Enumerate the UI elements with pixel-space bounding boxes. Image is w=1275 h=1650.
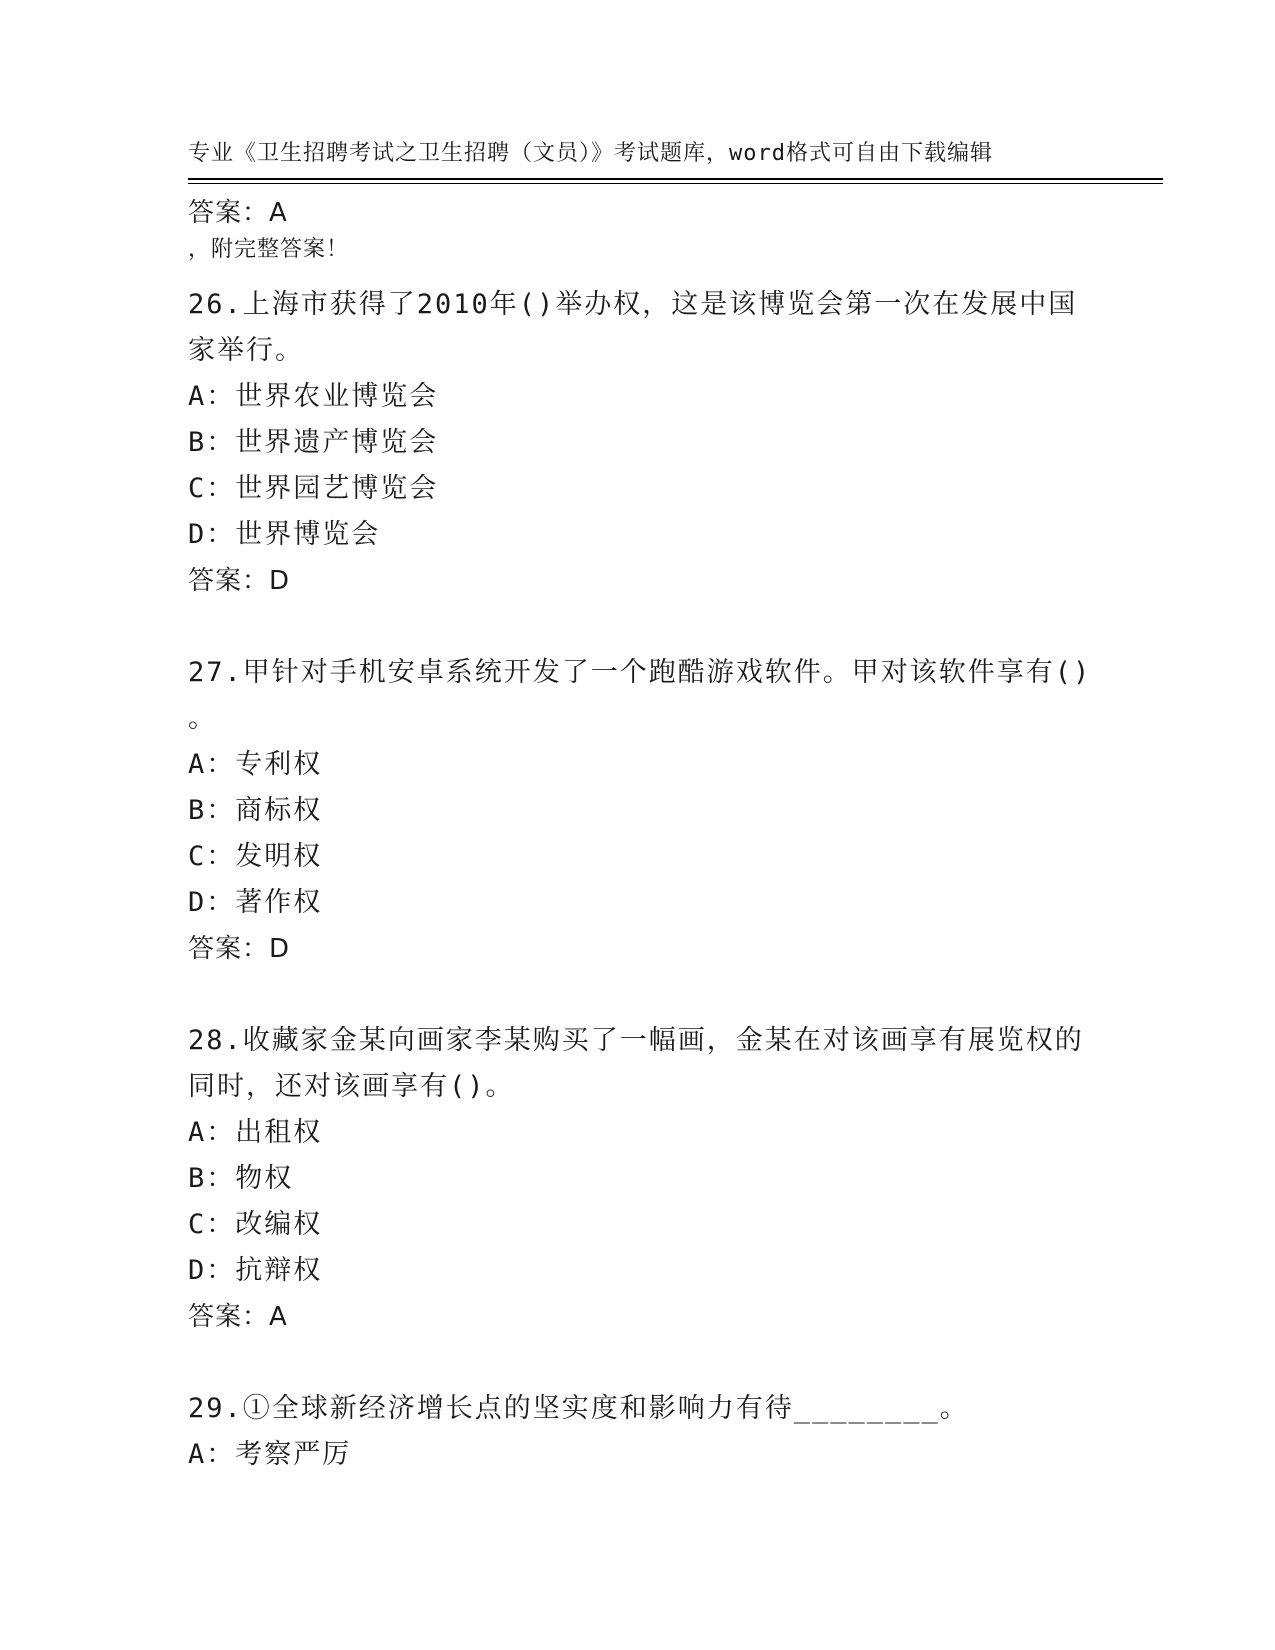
question-list [188,190,1108,1478]
option-b: B：世界遗产博览会 [188,427,439,458]
option-a: A：考察严厉 [188,1439,352,1470]
header-rule-thin [188,183,1163,184]
spacer [188,604,1108,650]
option-c: C：世界园艺博览会 [188,473,439,504]
question-text-continued: 家举行。 [188,335,304,366]
question-text-continued: 。 [188,703,217,734]
question-27 [188,650,1108,972]
option-a: A：世界农业博览会 [188,381,439,412]
question-26 [188,282,1108,604]
header-rule-thick [188,178,1163,180]
answer-label: 答案：D [188,566,291,596]
question-text: 29.①全球新经济增长点的坚实度和影响力有待________。 [188,1393,969,1424]
option-c: C：改编权 [188,1209,323,1240]
question-text: 27.甲针对手机安卓系统开发了一个跑酷游戏软件。甲对该软件享有() [188,657,1092,688]
answer-label: 答案：A [188,1302,288,1332]
question-text: 26.上海市获得了2010年()举办权，这是该博览会第一次在发展中国 [188,289,1078,320]
option-d: D：世界博览会 [188,519,381,550]
question-28 [188,1018,1108,1340]
option-d: D：抗辩权 [188,1255,323,1286]
question-text-continued: 同时，还对该画享有()。 [188,1071,515,1102]
option-d: D：著作权 [188,887,323,918]
option-b: B：商标权 [188,795,323,826]
option-a: A：出租权 [188,1117,323,1148]
header-line-1: 专业《卫生招聘考试之卫生招聘（文员）》考试题库，word格式可自由下载编辑 [188,141,993,166]
option-a: A：专利权 [188,749,323,780]
answer-label: 答案：D [188,934,291,964]
spacer [188,1340,1108,1386]
option-c: C：发明权 [188,841,323,872]
header-line-2: ，附完整答案！ [188,237,350,262]
answer-label: 答案：A [188,198,288,228]
question-29 [188,1386,1108,1478]
question-text: 28.收藏家金某向画家李某购买了一幅画，金某在对该画享有展览权的 [188,1025,1084,1056]
spacer [188,236,1108,282]
spacer [188,972,1108,1018]
option-b: B：物权 [188,1163,294,1194]
